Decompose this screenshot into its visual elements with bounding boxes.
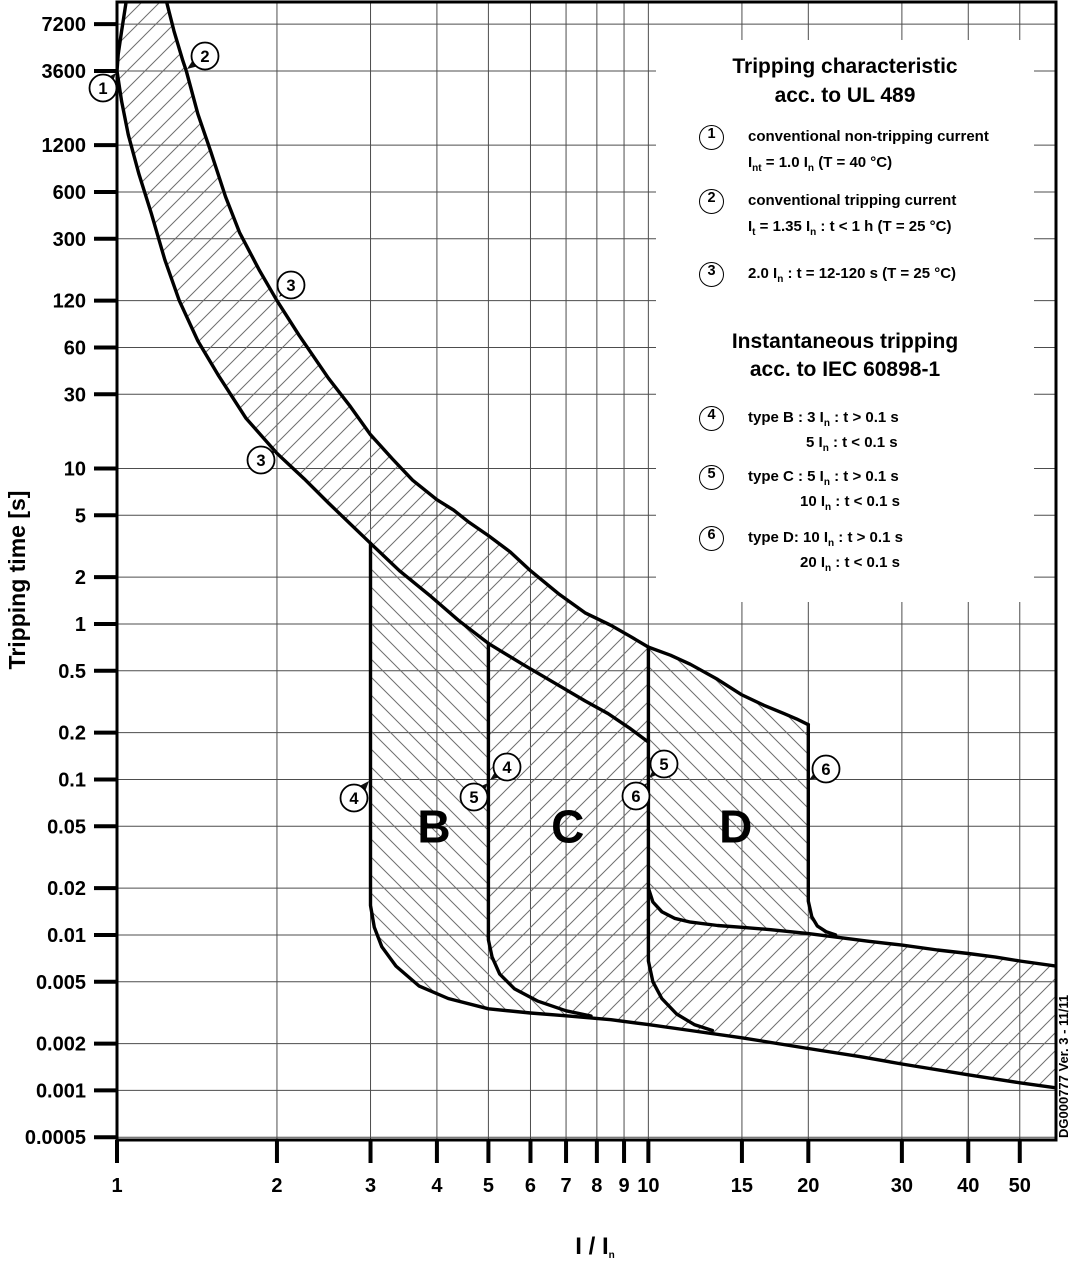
legend-callout-4: 4	[699, 406, 724, 431]
subscript: n	[828, 538, 835, 549]
subscript: n	[608, 1250, 615, 1261]
subscript: n	[823, 418, 830, 429]
region-label-B: B	[417, 800, 451, 853]
callout-number-5: 5	[469, 788, 479, 807]
y-tick-label-0.02: 0.02	[47, 878, 86, 901]
legend-title: Tripping characteristic	[732, 55, 958, 78]
callout-number-4: 4	[502, 758, 512, 777]
text-part: 2.0 I	[748, 265, 778, 282]
subscript: n	[823, 477, 830, 488]
y-tick-label-0.01: 0.01	[47, 924, 86, 947]
x-tick-label-3: 3	[364, 1175, 377, 1197]
legend-callout-5: 5	[699, 465, 724, 490]
y-tick-label-600: 600	[52, 181, 86, 204]
subscript: n	[822, 443, 829, 454]
y-tick-label-30: 30	[63, 384, 86, 407]
text-part: type B : 3 I	[748, 409, 824, 426]
y-tick-label-2: 2	[74, 567, 86, 590]
y-tick-label-0.0005: 0.0005	[24, 1127, 86, 1150]
text-part: : t < 1 h (T = 25 °C)	[816, 218, 952, 235]
text-part: : t < 0.1 s	[831, 493, 900, 510]
x-tick-label-40: 40	[957, 1175, 980, 1197]
subscript: n	[777, 274, 784, 285]
legend-callout-1: 1	[699, 125, 724, 150]
y-tick-label-0.005: 0.005	[35, 971, 86, 994]
x-tick-label-1: 1	[111, 1175, 123, 1197]
subscript: n	[825, 563, 832, 574]
y-tick-label-0.001: 0.001	[35, 1080, 86, 1103]
x-tick-label-15: 15	[730, 1175, 754, 1197]
y-tick-label-0.5: 0.5	[58, 660, 86, 683]
y-tick-label-0.002: 0.002	[35, 1033, 86, 1056]
legend-type-c-line2	[800, 493, 900, 513]
subscript: n	[810, 227, 817, 238]
y-tick-label-5: 5	[74, 505, 86, 528]
subscript: t	[752, 227, 756, 238]
region-label-C: C	[551, 800, 585, 853]
text-part: : t > 0.1 s	[829, 468, 899, 485]
legend-item-2-formula	[748, 218, 951, 238]
x-axis-title	[540, 1233, 650, 1261]
text-part: : t < 0.1 s	[828, 434, 898, 451]
y-tick-label-3600: 3600	[41, 60, 86, 83]
callout-number-2: 2	[200, 47, 210, 66]
text-part: = 1.35 I	[755, 218, 811, 235]
legend-callout-3: 3	[699, 262, 724, 287]
x-tick-label-50: 50	[1008, 1175, 1031, 1197]
text-part: 20 I	[800, 554, 826, 571]
legend-item-1-formula	[748, 154, 892, 174]
x-tick-label-10: 10	[637, 1175, 660, 1197]
x-tick-label-9: 9	[618, 1175, 630, 1197]
text-part: 10 I	[800, 493, 826, 510]
x-tick-label-7: 7	[560, 1175, 572, 1197]
y-tick-label-1200: 1200	[41, 135, 86, 158]
legend-callout-6: 6	[699, 526, 724, 551]
region-label-D: D	[719, 800, 753, 853]
callout-number-4: 4	[349, 789, 359, 808]
legend-item-1-text: conventional non-tripping current	[748, 128, 989, 145]
legend-subtitle-2: acc. to IEC 60898-1	[749, 358, 941, 381]
text-part: type C : 5 I	[748, 468, 824, 485]
y-tick-label-300: 300	[52, 228, 86, 251]
text-part: I / I	[575, 1233, 609, 1260]
doc-id-watermark: DG000777 Ver. 3 - 11/11	[1056, 994, 1071, 1138]
legend-callout-2: 2	[699, 189, 724, 214]
y-tick-label-0.05: 0.05	[47, 816, 86, 839]
text-part: (T = 40 °C)	[814, 154, 893, 171]
text-part: type D: 10 I	[748, 529, 829, 546]
x-tick-label-6: 6	[524, 1175, 537, 1197]
legend-item-2-text: conventional tripping current	[748, 192, 957, 209]
y-tick-label-60: 60	[63, 337, 86, 360]
text-part: : t < 0.1 s	[831, 554, 900, 571]
y-tick-label-10: 10	[63, 458, 86, 481]
callout-number-3: 3	[256, 451, 266, 470]
y-tick-label-7200: 7200	[41, 14, 86, 37]
text-part: : t > 0.1 s	[834, 529, 903, 546]
text-part: : t = 12-120 s (T = 25 °C)	[783, 265, 957, 282]
text-part: = 1.0 I	[761, 154, 808, 171]
legend-item-3-formula	[748, 265, 956, 285]
legend-title-2: Instantaneous tripping	[731, 330, 959, 353]
text-part: I	[748, 218, 753, 235]
callout-number-6: 6	[821, 760, 831, 779]
legend	[656, 40, 1034, 602]
x-tick-label-8: 8	[591, 1175, 603, 1197]
text-part: : t > 0.1 s	[829, 409, 899, 426]
text-part: I	[748, 154, 753, 171]
y-tick-label-0.2: 0.2	[58, 722, 86, 745]
x-tick-label-5: 5	[482, 1175, 494, 1197]
subscript: nt	[752, 163, 762, 174]
x-tick-label-4: 4	[431, 1175, 443, 1197]
legend-type-d-line2	[800, 554, 900, 574]
legend-type-b-line1	[748, 409, 899, 429]
y-tick-label-120: 120	[52, 290, 86, 313]
x-tick-label-20: 20	[797, 1175, 820, 1197]
callout-number-5: 5	[659, 755, 669, 774]
x-tick-label-2: 2	[271, 1175, 283, 1197]
text-part: 5 I	[806, 434, 823, 451]
callout-number-3: 3	[286, 276, 296, 295]
callout-number-1: 1	[98, 79, 108, 98]
x-tick-label-30: 30	[890, 1175, 914, 1197]
y-tick-label-1: 1	[74, 613, 86, 636]
legend-type-d-line1	[748, 529, 903, 549]
callout-number-6: 6	[631, 787, 641, 806]
legend-type-b-line2	[806, 434, 898, 454]
legend-subtitle: acc. to UL 489	[774, 84, 916, 107]
y-axis-title: Tripping time [s]	[4, 490, 30, 670]
legend-type-c-line1	[748, 468, 899, 488]
y-tick-label-0.1: 0.1	[58, 769, 86, 792]
subscript: n	[807, 163, 815, 174]
subscript: n	[825, 502, 832, 513]
